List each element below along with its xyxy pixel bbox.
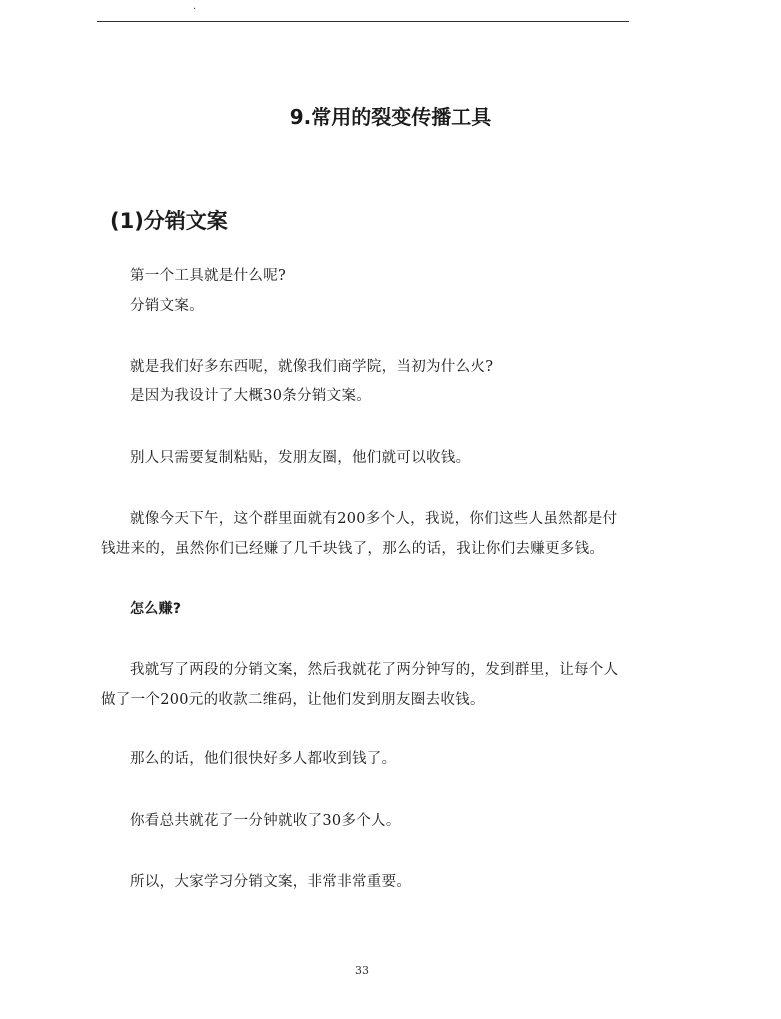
paragraph-line: 你看总共就花了一分钟就收了30多个人。 bbox=[130, 813, 401, 829]
paragraph-line: 我就写了两段的分销文案，然后我就花了两分钟写的，发到群里，让每个人 bbox=[130, 662, 619, 678]
section-heading: (1)分销文案 bbox=[110, 209, 228, 233]
header-rule bbox=[97, 21, 629, 22]
header-mark: . bbox=[193, 1, 197, 12]
paragraph-line: 就像今天下午，这个群里面就有200多个人，我说，你们这些人虽然都是付 bbox=[130, 511, 618, 527]
paragraph-line: 别人只需要复制粘贴，发朋友圈，他们就可以收钱。 bbox=[130, 450, 471, 466]
paragraph-line: 钱进来的，虽然你们已经赚了几千块钱了，那么的话，我让你们去赚更多钱。 bbox=[101, 541, 605, 557]
paragraph-line: 那么的话，他们很快好多人都收到钱了。 bbox=[130, 751, 397, 767]
paragraph-line: 第一个工具就是什么呢? bbox=[130, 268, 287, 284]
page-title: 9.常用的裂变传播工具 bbox=[289, 105, 492, 129]
page-number: 33 bbox=[355, 964, 369, 977]
subheading: 怎么赚? bbox=[130, 601, 182, 617]
paragraph-line: 分销文案。 bbox=[130, 298, 204, 314]
paragraph-line: 是因为我设计了大概30条分销文案。 bbox=[130, 388, 372, 404]
paragraph-line: 做了一个200元的收款二维码，让他们发到朋友圈去收钱。 bbox=[101, 692, 485, 708]
paragraph-line: 就是我们好多东西呢，就像我们商学院，当初为什么火? bbox=[130, 359, 494, 375]
paragraph-line: 所以，大家学习分销文案，非常非常重要。 bbox=[130, 874, 412, 890]
